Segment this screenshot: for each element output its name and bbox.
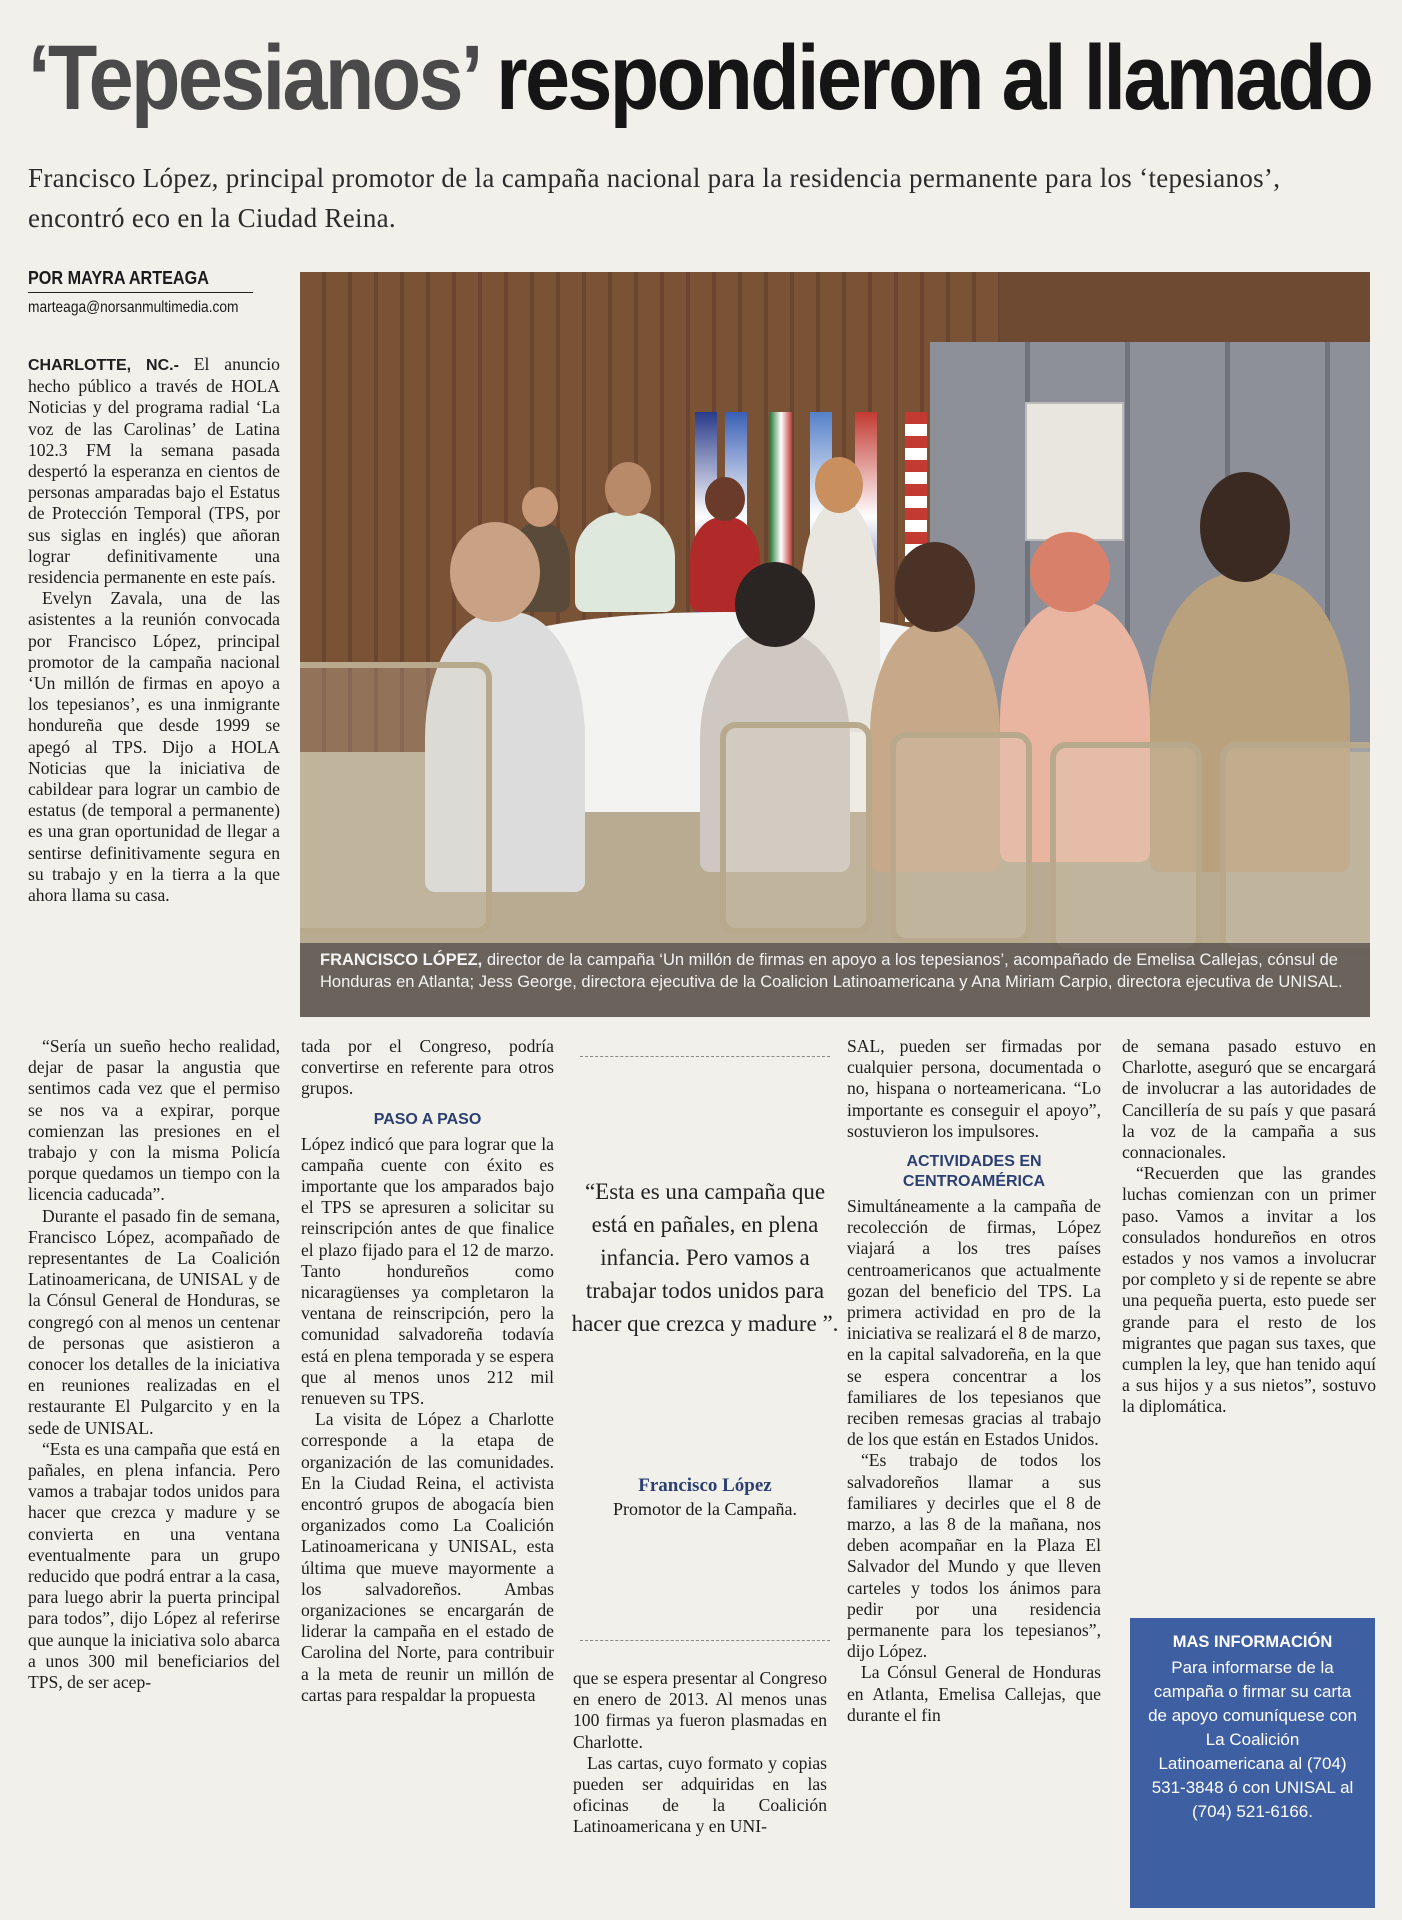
person-head bbox=[815, 457, 863, 513]
deck: Francisco López, principal promotor de la campaña nacional para la residencia permanente para los ‘tepesianos’, encontró eco en la Ciudad Reina. bbox=[28, 163, 1281, 233]
person-head bbox=[605, 462, 651, 516]
headline-part2: respondieron al llamado bbox=[476, 27, 1372, 129]
article-column-1-lower bbox=[28, 1036, 280, 1693]
pull-quote-role: Promotor de la Campaña. bbox=[613, 1499, 797, 1519]
byline bbox=[28, 268, 278, 317]
person-head bbox=[735, 562, 815, 647]
paragraph: “Sería un sueño hecho realidad, dejar de pasar la angustia que sentimos cada vez que el permiso se nos va a expirar, porque comienzan las presiones en el trabajo y con la misma Policía porque quedamos un tiempo con la licencia caducada”. bbox=[28, 1036, 280, 1205]
headline-part1: ‘Tepesianos’ bbox=[28, 27, 477, 129]
article-column-1 bbox=[28, 354, 280, 906]
paragraph: López indicó que para lograr que la campaña cuente con éxito es importante que los amparados bajo el TPS se apresuren a solicitar su reinscripción antes de que finalice el plazo fijado para el 12 de marzo. Tanto hondureños como nicaragüenses ya completaron la ventana de reinscripción, pero la comunidad salvadoreña todavía está en plena temporada y se espera que al menos unos 212 mil renueven su TPS. bbox=[301, 1133, 554, 1409]
paragraph: de semana pasado estuvo en Charlotte, aseguró que se encargará de involucrar a las autoridades de Cancillería de su país y que pasará la voz de la campaña a sus connacionales. bbox=[1122, 1036, 1376, 1163]
chair bbox=[720, 722, 872, 934]
paragraph: SAL, pueden ser firmadas por cualquier persona, documentada o no, hispana o norteamericana. “Lo importante es conseguir el apoyo”, sostuvieron los impulsores. bbox=[847, 1036, 1101, 1141]
subhead-paso-a-paso: PASO A PASO bbox=[373, 1110, 482, 1128]
person bbox=[575, 512, 675, 612]
info-box-title: MAS INFORMACIÓN bbox=[1172, 1633, 1333, 1651]
caption-lead: FRANCISCO LÓPEZ, bbox=[320, 951, 483, 969]
paragraph: “Esta es una campaña que está en pañales, en plena infancia. Pero vamos a trabajar todos unidos para hacer que crezca y madure y se convierta en una ventana eventualmente para un grupo reducido que podrá entrar a la casa, para luego abrir la puerta principal para todos”, dijo López al referirse que aunque la iniciativa solo abarca a unos 300 mil beneficiarios del TPS, de ser acep- bbox=[28, 1438, 280, 1693]
article-column-5 bbox=[1122, 1036, 1376, 1418]
photo-caption bbox=[300, 943, 1370, 1017]
paragraph: Las cartas, cuyo formato y copias pueden ser adquiridas en las oficinas de la Coalición Latinoamericana y en UNI- bbox=[573, 1752, 827, 1837]
byline-name: POR MAYRA ARTEAGA bbox=[28, 268, 253, 293]
paragraph: “Es trabajo de todos los salvadoreños llamar a sus familiares y decirles que el 8 de marzo, a las 8 de la mañana, nos deben acompañar en la Plaza El Salvador del Mundo y que lleven carteles y todos los ánimos para pedir por una residencia permanente para los tepesianos”, dijo López. bbox=[847, 1450, 1101, 1662]
paragraph: Simultáneamente a la campaña de recolección de firmas, López viajará a los tres países centroamericanos que actualmente gozan del beneficio del TPS. La primera actividad en pro de la iniciativa se realizará el 8 de marzo, en la capital salvadoreña, en la que se espera concentrar a los familiares de los tepesianos que reciben remesas gracias al trabajo de los que están en Estados Unidos. bbox=[847, 1196, 1101, 1450]
chair bbox=[1050, 742, 1202, 954]
byline-email[interactable]: marteaga@norsanmultimedia.com bbox=[28, 299, 239, 316]
headline bbox=[28, 18, 1372, 138]
paragraph bbox=[28, 354, 280, 588]
meeting-photo bbox=[300, 272, 1370, 1017]
paragraph: La Cónsul General de Honduras en Atlanta, Emelisa Callejas, que durante el fin bbox=[847, 1662, 1101, 1725]
unisal-poster bbox=[1025, 402, 1124, 541]
person-head bbox=[1200, 472, 1290, 582]
pull-quote: “Esta es una campaña que está en pañales, en plena infancia. Pero vamos a trabajar todos unidos para hacer que crezca y madure ”. bbox=[571, 1179, 839, 1336]
quote-bottom-rule bbox=[580, 1640, 830, 1641]
quote-top-rule bbox=[580, 1056, 830, 1057]
paragraph: La visita de López a Charlotte corresponde a la etapa de organización de las comunidades. En la Ciudad Reina, el activista encontró grupos de abogacía bien organizados como La Coalición Latinoamericana y UNISAL, esta última que mueve mayormente a los salvadoreños. Ambas organizaciones se encargarán de liderar la campaña en el estado de Carolina del Norte, para contribuir a la meta de reunir un millón de cartas para respaldar la propuesta bbox=[301, 1409, 554, 1705]
article-column-3 bbox=[573, 1668, 827, 1838]
paragraph: que se espera presentar al Congreso en enero de 2013. Al menos unas 100 firmas ya fueron plasmadas en Charlotte. bbox=[573, 1668, 827, 1752]
article-column-4 bbox=[847, 1036, 1101, 1726]
info-box bbox=[1130, 1618, 1375, 1908]
paragraph: “Recuerden que las grandes luchas comienzan con un primer paso. Vamos a invitar a los consulados hondureños en otros estados y nos vamos a involucrar por completo y si de repente se abre una pequeña puerta, esto puede ser grande para el resto de los migrantes que pagan sus taxes, que cumplen la ley, que han tenido aquí a sus hijos y a sus nietos”, sostuvo la diplomática. bbox=[1122, 1163, 1376, 1417]
paragraph: tada por el Congreso, podría convertirse en referente para otros grupos. bbox=[301, 1036, 554, 1099]
person-head bbox=[522, 487, 558, 527]
pull-quote-attribution bbox=[570, 1474, 840, 1520]
caption-body: director de la campaña ‘Un millón de firmas en apoyo a los tepesianos’, acompañado de Emelisa Callejas, cónsul de Honduras en Atlanta; Jess George, directora ejecutiva de la Coalicion Latinoamericana y Ana Miriam Carpio, directora ejecutiva de UNISAL. bbox=[320, 951, 1343, 991]
paragraph: Evelyn Zavala, una de las asistentes a la reunión convocada por Francisco López, principal promotor de la campaña nacional ‘Un millón de firmas en apoyo a los tepesianos’, es una inmigrante hondureña que desde 1999 se apegó al TPS. Dijo a HOLA Noticias que la iniciativa de cabildear para lograr un cambio de estatus (de temporal a permanente) es una gran oportunidad de llegar a sentirse definitivamente segura en su trabajo y en la tierra a la que ahora llama su casa. bbox=[28, 588, 280, 906]
pull-quote-author: Francisco López bbox=[638, 1475, 772, 1496]
info-box-body: Para informarse de la campaña o firmar su carta de apoyo comuníquese con La Coalición Latinoamericana al (704) 531-3848 ó con UNISAL al (704) 521-6166. bbox=[1148, 1658, 1357, 1821]
subhead-actividades: ACTIVIDADES EN CENTROAMÉRICA bbox=[902, 1153, 1046, 1191]
chair bbox=[300, 662, 492, 934]
paragraph-text: El anuncio hecho público a través de HOLA Noticias y del programa radial ‘La voz de las Carolinas’ de Latina 102.3 FM la semana pasada despertó la esperanza en cientos de personas amparadas bajo el Estatus de Protección Temporal (TPS, por sus siglas en inglés) que añoran lograr definitivamente una residencia permanente en este país. bbox=[28, 354, 280, 588]
article-column-2 bbox=[301, 1036, 554, 1706]
chair bbox=[1220, 742, 1370, 954]
person-head bbox=[1030, 532, 1110, 612]
person-head bbox=[895, 542, 975, 632]
dateline: CHARLOTTE, NC.- bbox=[28, 357, 179, 374]
person-head bbox=[450, 522, 540, 622]
paragraph: Durante el pasado fin de semana, Francisco López, acompañado de representantes de La Coalición Latinoamericana, de UNISAL y de la Cónsul General de Honduras, se congregó con al menos un centenar de personas que asistieron a conocer los detalles de la iniciativa en reuniones realizadas en el restaurante El Pulgarcito y en la sede de UNISAL. bbox=[28, 1205, 280, 1438]
person-head bbox=[705, 477, 745, 521]
chair bbox=[890, 732, 1032, 944]
